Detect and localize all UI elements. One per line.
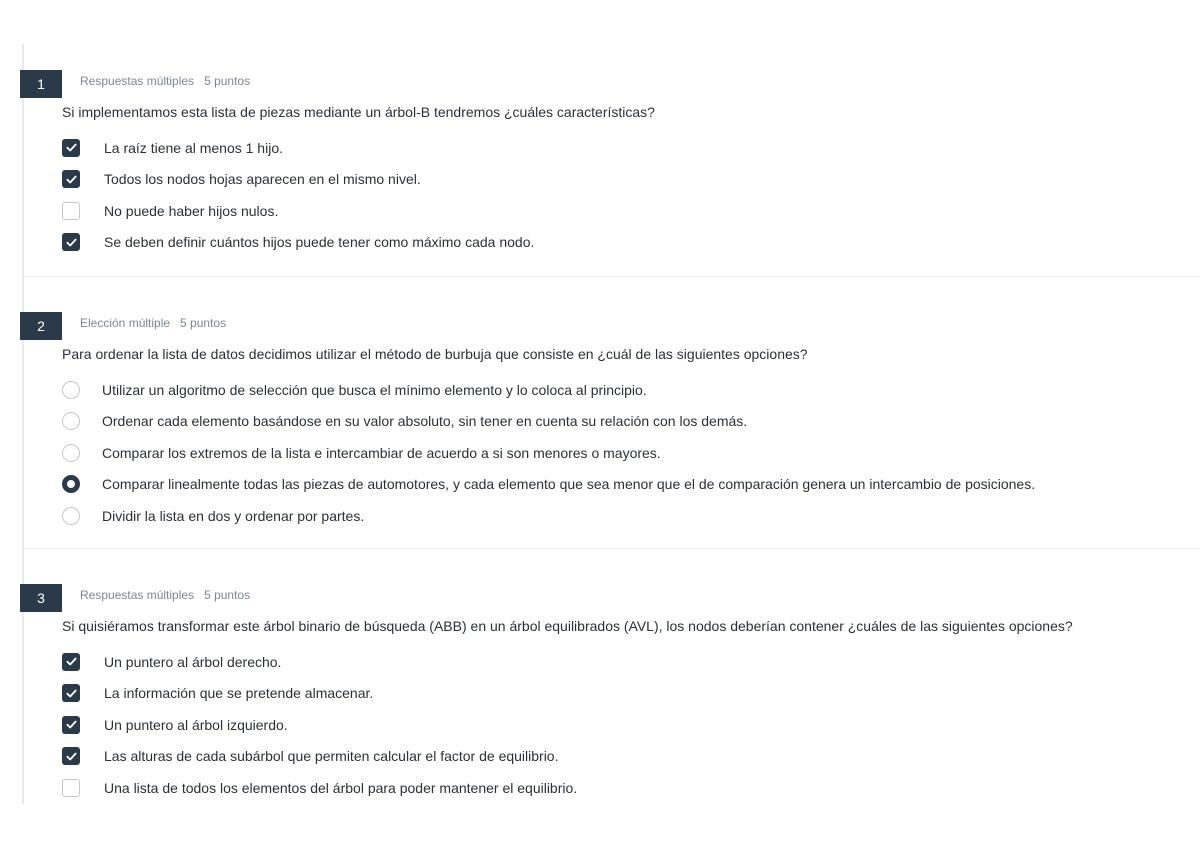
option-label: Un puntero al árbol derecho. [104, 653, 282, 670]
divider [24, 276, 1200, 277]
option-checkbox-row[interactable] [62, 741, 577, 773]
option-label: Ordenar cada elemento basándose en su valor absoluto, sin tener en cuenta su relación con los demás. [102, 413, 748, 430]
checkbox-checked-icon[interactable] [62, 139, 80, 157]
option-radio-row[interactable] [62, 374, 1035, 406]
option-label: La información que se pretende almacenar. [104, 685, 374, 702]
option-label: Comparar linealmente todas las piezas de automotores, y cada elemento que sea menor que el de comparación genera un intercambio de posiciones. [102, 476, 1036, 493]
question-number-badge: 1 [20, 70, 62, 98]
option-checkbox-row[interactable] [62, 678, 577, 710]
option-checkbox-row[interactable] [62, 709, 577, 741]
checkbox-checked-icon[interactable] [62, 170, 80, 188]
option-radio-row[interactable] [62, 500, 1035, 532]
checkbox-empty-icon[interactable] [62, 202, 80, 220]
option-radio-row[interactable] [62, 406, 1035, 438]
option-checkbox-row[interactable] [62, 772, 577, 804]
option-label: Un puntero al árbol izquierdo. [104, 716, 288, 733]
option-label: Dividir la lista en dos y ordenar por partes. [102, 507, 365, 524]
option-checkbox-row[interactable] [62, 132, 534, 164]
option-checkbox-row[interactable] [62, 164, 534, 196]
question-points: 5 puntos [204, 588, 251, 602]
radio-selected-icon[interactable] [62, 475, 80, 493]
question-type: Elección múltiple [80, 316, 171, 330]
question-text: Si quisiéramos transformar este árbol binario de búsqueda (ABB) en un árbol equilibrados (AVL), los nodos deberían contener ¿cuáles de las siguientes opciones? [62, 618, 1073, 634]
checkbox-checked-icon[interactable] [62, 716, 80, 734]
question-meta [80, 74, 250, 88]
radio-empty-icon[interactable] [62, 412, 80, 430]
option-label: Comparar los extremos de la lista e intercambiar de acuerdo a si son menores o mayores. [102, 444, 661, 461]
checkbox-checked-icon[interactable] [62, 684, 80, 702]
question-points: 5 puntos [180, 316, 227, 330]
question-number-badge: 2 [20, 312, 62, 340]
checkbox-checked-icon[interactable] [62, 747, 80, 765]
left-border [22, 44, 24, 804]
option-checkbox-row[interactable] [62, 195, 534, 227]
checkbox-empty-icon[interactable] [62, 779, 80, 797]
checkbox-checked-icon[interactable] [62, 233, 80, 251]
radio-empty-icon[interactable] [62, 381, 80, 399]
question-text: Para ordenar la lista de datos decidimos utilizar el método de burbuja que consiste en ¿cuál de las siguientes opciones? [62, 346, 808, 362]
option-checkbox-row[interactable] [62, 646, 577, 678]
divider [24, 548, 1200, 549]
option-label: No puede haber hijos nulos. [104, 202, 279, 219]
option-label: La raíz tiene al menos 1 hijo. [104, 139, 283, 156]
option-radio-row[interactable] [62, 469, 1035, 501]
question-points: 5 puntos [204, 74, 251, 88]
question-text: Si implementamos esta lista de piezas mediante un árbol-B tendremos ¿cuáles características? [62, 104, 655, 120]
option-label: Una lista de todos los elementos del árbol para poder mantener el equilibrio. [104, 779, 578, 796]
radio-empty-icon[interactable] [62, 507, 80, 525]
option-label: Se deben definir cuántos hijos puede tener como máximo cada nodo. [104, 234, 535, 251]
checkbox-checked-icon[interactable] [62, 653, 80, 671]
radio-empty-icon[interactable] [62, 444, 80, 462]
options-list [62, 646, 577, 804]
question-type: Respuestas múltiples [80, 588, 195, 602]
option-label: Las alturas de cada subárbol que permiten calcular el factor de equilibrio. [104, 748, 559, 765]
options-list [62, 374, 1035, 532]
question-meta [80, 316, 226, 330]
option-checkbox-row[interactable] [62, 227, 534, 259]
option-radio-row[interactable] [62, 437, 1035, 469]
question-meta [80, 588, 250, 602]
option-label: Utilizar un algoritmo de selección que busca el mínimo elemento y lo coloca al principio. [102, 381, 647, 398]
option-label: Todos los nodos hojas aparecen en el mismo nivel. [104, 171, 421, 188]
question-number-badge: 3 [20, 584, 62, 612]
question-type: Respuestas múltiples [80, 74, 195, 88]
options-list [62, 132, 534, 258]
